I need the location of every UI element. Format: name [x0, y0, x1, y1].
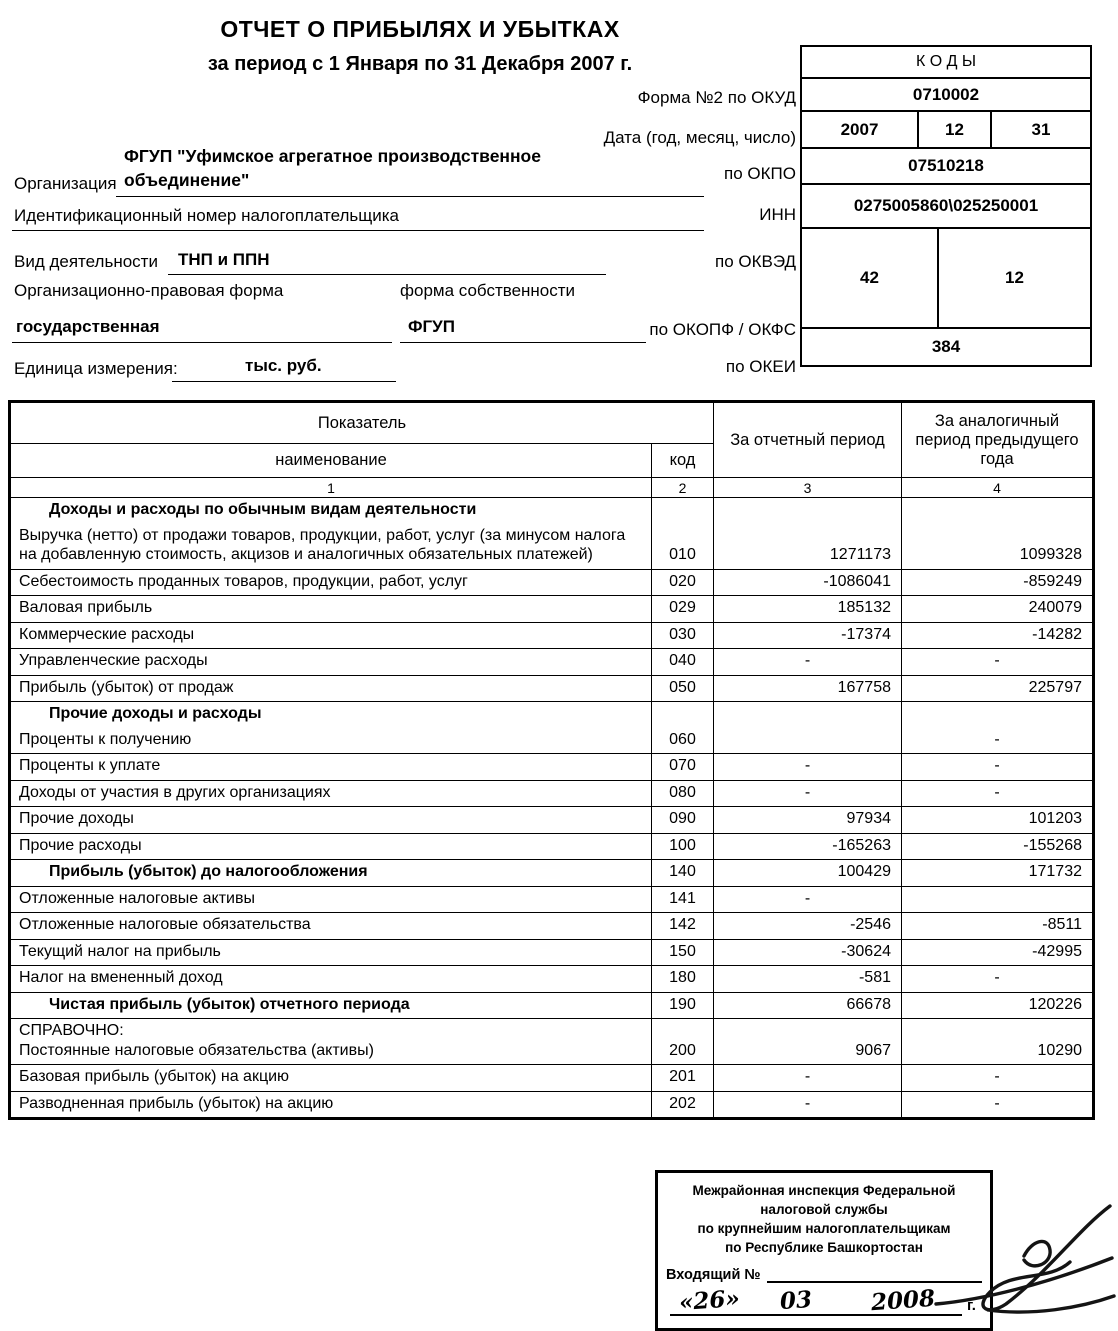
row-label: Прочие доходы и расходы	[10, 702, 652, 728]
row-label: Разводненная прибыль (убыток) на акцию	[10, 1091, 652, 1119]
table-row	[10, 913, 1094, 940]
row-label: Валовая прибыль	[10, 596, 652, 623]
ownership-caption: форма собственности	[400, 281, 576, 300]
row-current-value: -2546	[714, 913, 902, 940]
page-title: ОТЧЕТ О ПРИБЫЛЯХ И УБЫТКАХ	[220, 16, 620, 42]
row-code: 200	[652, 1019, 714, 1065]
stamp-line-2: налоговой службы	[760, 1201, 888, 1217]
organization-label: Организация	[14, 174, 117, 193]
row-code: 080	[652, 780, 714, 807]
row-previous-value: -42995	[902, 939, 1094, 966]
row-previous-value: 101203	[902, 807, 1094, 834]
row-previous-value: 1099328	[902, 524, 1094, 570]
table-row	[10, 649, 1094, 676]
inn-code: 0275005860\025250001	[802, 185, 1090, 229]
date-day-code: 31	[990, 112, 1090, 147]
stamp-date-suffix: г.	[967, 1296, 976, 1314]
table-row	[10, 569, 1094, 596]
row-previous-value: -	[902, 728, 1094, 754]
row-previous-value: -155268	[902, 833, 1094, 860]
row-current-value: -	[714, 1065, 902, 1092]
stamp-date-day-segment	[670, 1284, 748, 1316]
ownership-value: ФГУП	[408, 317, 455, 336]
stamp-line-4: по Республике Башкортостан	[725, 1239, 923, 1255]
row-label: Отложенные налоговые обязательства	[10, 913, 652, 940]
row-code: 010	[652, 524, 714, 570]
row-code: 090	[652, 807, 714, 834]
row-previous-value: 171732	[902, 860, 1094, 887]
date-year-code: 2007	[840, 119, 879, 139]
row-current-value: 66678	[714, 992, 902, 1019]
row-current-value: 1271173	[714, 524, 902, 570]
row-current-value: -581	[714, 966, 902, 993]
organization-name-line1: ФГУП "Уфимское агрегатное производственное	[124, 146, 541, 166]
table-row	[10, 992, 1094, 1019]
row-label: Коммерческие расходы	[10, 622, 652, 649]
organization-name-line2: объединение"	[124, 170, 250, 190]
unit-value: тыс. руб.	[245, 356, 322, 375]
legal-form-underline	[12, 342, 392, 343]
handwritten-month: 03	[779, 1285, 813, 1315]
row-previous-value: -	[902, 649, 1094, 676]
table-row	[10, 596, 1094, 623]
row-current-value: -17374	[714, 622, 902, 649]
row-label: Налог на вмененный доход	[10, 966, 652, 993]
row-label: Доходы и расходы по обычным видам деятельности	[10, 498, 652, 524]
row-current-value: 9067	[714, 1019, 902, 1065]
row-code: 141	[652, 886, 714, 913]
row-previous-value: -	[902, 780, 1094, 807]
okopf-okfs-row	[802, 229, 1090, 329]
inn-caption: Идентификационный номер налогоплательщика	[14, 206, 399, 225]
table-row	[10, 860, 1094, 887]
row-label: Выручка (нетто) от продажи товаров, продукции, работ, услуг (за минусом налога на добавленную стоимость, акцизов и аналогичных обязательных платежей)	[10, 524, 652, 570]
row-label: Прибыль (убыток) от продаж	[10, 675, 652, 702]
column-number-1: 1	[10, 478, 652, 498]
row-label: Управленческие расходы	[10, 649, 652, 676]
row-current-value	[714, 702, 902, 728]
okopf-okfs-label: по ОКОПФ / ОКФС	[649, 320, 796, 339]
okpo-code: 07510218	[802, 149, 1090, 185]
header-current-period: За отчетный период	[714, 402, 902, 478]
row-label: Проценты к уплате	[10, 754, 652, 781]
row-code: 190	[652, 992, 714, 1019]
row-label: Чистая прибыль (убыток) отчетного периода	[10, 992, 652, 1019]
table-row	[10, 1019, 1094, 1065]
table-row	[10, 966, 1094, 993]
table-row	[10, 524, 1094, 570]
okpo-label: по ОКПО	[724, 164, 796, 183]
row-code: 070	[652, 754, 714, 781]
row-current-value: 167758	[714, 675, 902, 702]
row-previous-value: 225797	[902, 675, 1094, 702]
row-previous-value: -	[902, 1091, 1094, 1119]
okved-label: по ОКВЭД	[714, 252, 796, 271]
okopf-code: 42	[860, 268, 879, 287]
stamp-date-month-segment	[748, 1287, 844, 1316]
table-row	[10, 1091, 1094, 1119]
document-header	[0, 0, 840, 76]
date-code-row	[802, 112, 1090, 149]
column-numbers-row	[10, 478, 1094, 498]
table-row	[10, 675, 1094, 702]
row-code	[652, 702, 714, 728]
row-previous-value	[902, 498, 1094, 524]
row-code: 020	[652, 569, 714, 596]
date-label: Дата (год, месяц, число)	[603, 128, 796, 147]
stamp-line-3: по крупнейшим налогоплательщикам	[697, 1220, 951, 1236]
row-previous-value	[902, 702, 1094, 728]
date-month-code: 12	[917, 112, 990, 147]
row-current-value: 100429	[714, 860, 902, 887]
row-code: 060	[652, 728, 714, 754]
table-row	[10, 728, 1094, 754]
table-row	[10, 886, 1094, 913]
okfs-code: 12	[937, 229, 1090, 327]
row-current-value: -	[714, 780, 902, 807]
row-previous-value: 10290	[902, 1019, 1094, 1065]
codes-box-title: К О Д Ы	[802, 47, 1090, 79]
row-code: 142	[652, 913, 714, 940]
handwritten-year: 2008	[870, 1284, 936, 1316]
row-previous-value: 120226	[902, 992, 1094, 1019]
codes-box	[800, 45, 1092, 367]
row-label: Базовая прибыль (убыток) на акцию	[10, 1065, 652, 1092]
row-code	[652, 498, 714, 524]
table-row	[10, 754, 1094, 781]
table-row	[10, 702, 1094, 728]
row-previous-value: -	[902, 754, 1094, 781]
row-current-value: -	[714, 886, 902, 913]
activity-underline	[168, 274, 606, 275]
row-label: СПРАВОЧНО: Постоянные налоговые обязательства (активы)	[10, 1019, 652, 1065]
row-current-value	[714, 498, 902, 524]
unit-label: Единица измерения:	[14, 359, 178, 378]
row-previous-value: -859249	[902, 569, 1094, 596]
row-current-value: -165263	[714, 833, 902, 860]
row-label: Прочие расходы	[10, 833, 652, 860]
row-current-value: -1086041	[714, 569, 902, 596]
table-header-row-1	[10, 402, 1094, 444]
row-current-value: 97934	[714, 807, 902, 834]
row-code: 050	[652, 675, 714, 702]
table-row	[10, 807, 1094, 834]
row-current-value: 185132	[714, 596, 902, 623]
row-label: Прибыль (убыток) до налогообложения	[10, 860, 652, 887]
row-previous-value	[902, 886, 1094, 913]
header-code: код	[652, 444, 714, 478]
okei-label: по ОКЕИ	[725, 357, 796, 376]
row-code: 140	[652, 860, 714, 887]
inn-label: ИНН	[759, 205, 796, 224]
table-row	[10, 833, 1094, 860]
legal-form-value: государственная	[16, 317, 160, 336]
row-code: 030	[652, 622, 714, 649]
legal-form-caption: Организационно-правовая форма	[14, 281, 284, 300]
row-label: Текущий налог на прибыль	[10, 939, 652, 966]
header-previous-period: За аналогичный период предыдущего года	[902, 402, 1094, 478]
row-label: Себестоимость проданных товаров, продукции, работ, услуг	[10, 569, 652, 596]
report-table-body	[10, 498, 1094, 1119]
row-label: Прочие доходы	[10, 807, 652, 834]
table-row	[10, 622, 1094, 649]
row-current-value: -	[714, 1091, 902, 1119]
unit-underline	[172, 381, 396, 382]
row-code: 202	[652, 1091, 714, 1119]
organization-underline	[116, 196, 704, 197]
row-label: Проценты к получению	[10, 728, 652, 754]
handwritten-day: «26»	[677, 1284, 741, 1316]
column-number-3: 3	[714, 478, 902, 498]
row-previous-value: -14282	[902, 622, 1094, 649]
activity-value: ТНП и ППН	[178, 250, 270, 269]
row-previous-value: -8511	[902, 913, 1094, 940]
row-previous-value: -	[902, 966, 1094, 993]
row-current-value	[714, 728, 902, 754]
table-row	[10, 939, 1094, 966]
header-indicator: Показатель	[10, 402, 714, 444]
column-number-2: 2	[652, 478, 714, 498]
row-code: 029	[652, 596, 714, 623]
row-label: Доходы от участия в других организациях	[10, 780, 652, 807]
row-code: 150	[652, 939, 714, 966]
table-row	[10, 1065, 1094, 1092]
row-code: 100	[652, 833, 714, 860]
row-current-value: -	[714, 754, 902, 781]
okud-code: 0710002	[802, 79, 1090, 112]
column-number-4: 4	[902, 478, 1094, 498]
ownership-underline	[400, 342, 646, 343]
profit-loss-table	[8, 400, 1095, 1120]
row-current-value: -	[714, 649, 902, 676]
incoming-number-label: Входящий №	[666, 1266, 761, 1283]
table-row	[10, 498, 1094, 524]
okei-code: 384	[931, 337, 961, 356]
row-code: 040	[652, 649, 714, 676]
inn-underline	[12, 230, 704, 231]
table-row	[10, 780, 1094, 807]
stamp-line-1: Межрайонная инспекция Федеральной	[692, 1183, 956, 1198]
row-code: 180	[652, 966, 714, 993]
row-label: Отложенные налоговые активы	[10, 886, 652, 913]
row-previous-value: -	[902, 1065, 1094, 1092]
row-previous-value: 240079	[902, 596, 1094, 623]
row-current-value: -30624	[714, 939, 902, 966]
row-code: 201	[652, 1065, 714, 1092]
page-subtitle: за период с 1 Января по 31 Декабря 2007 г.	[207, 53, 633, 75]
okud-form-label: Форма №2 по ОКУД	[637, 88, 796, 107]
header-name: наименование	[10, 444, 652, 478]
signature-scribble	[928, 1200, 1116, 1320]
activity-label: Вид деятельности	[14, 252, 158, 271]
